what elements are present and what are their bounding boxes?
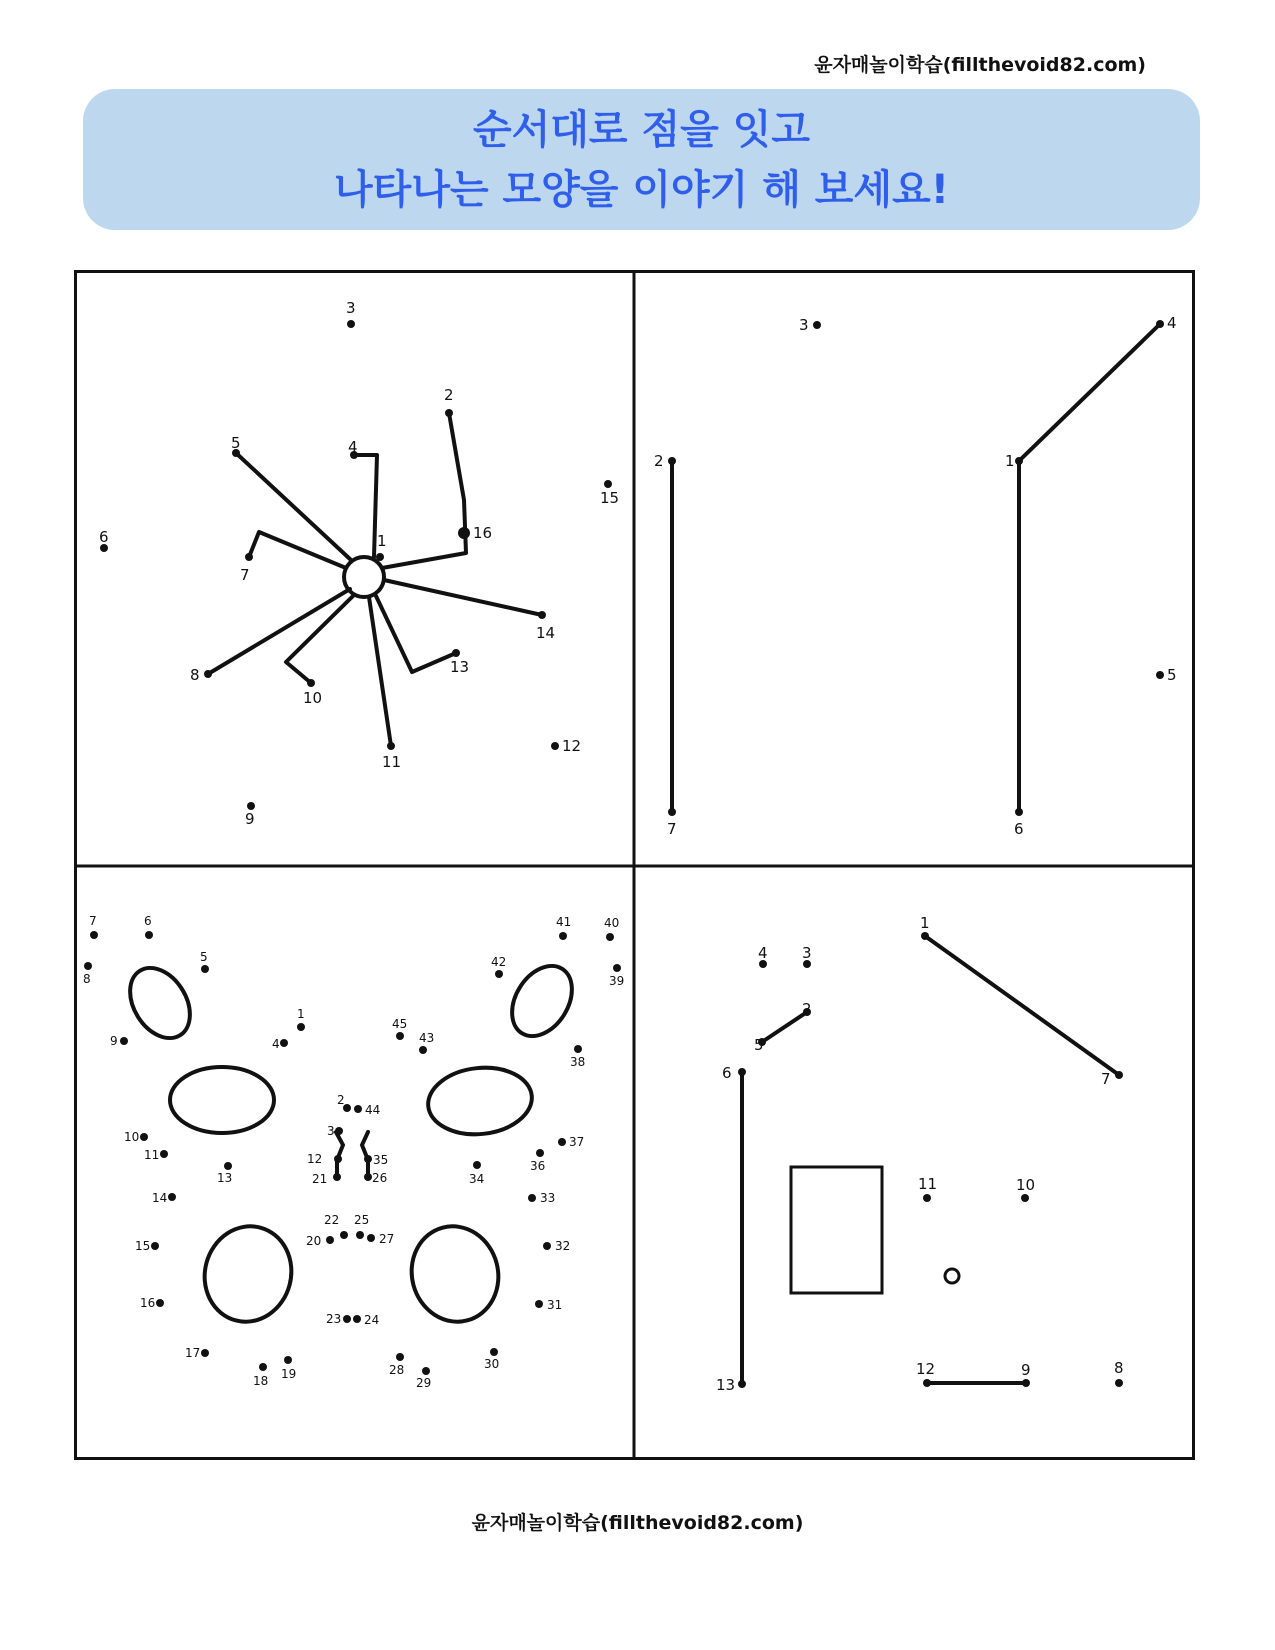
- spider-labels: [99, 299, 619, 828]
- dot: [738, 1380, 746, 1388]
- dot-label: 3: [327, 1124, 335, 1138]
- spider-leg: [382, 413, 466, 568]
- dot: [326, 1236, 334, 1244]
- dot-label: 26: [372, 1171, 388, 1185]
- dot-label: 3: [802, 944, 812, 962]
- dot-label: 35: [373, 1153, 389, 1167]
- dot: [668, 808, 676, 816]
- dot-label: 5: [1167, 666, 1177, 684]
- dot-label: 4: [758, 944, 768, 962]
- wing-spot: [118, 957, 202, 1049]
- dot: [247, 802, 255, 810]
- dot: [738, 1068, 746, 1076]
- dot: [1156, 320, 1164, 328]
- dot-label: 8: [83, 972, 91, 986]
- house-frame-labels: [654, 314, 1177, 838]
- puzzle-butterfly: [118, 955, 584, 1331]
- dot-label: 6: [144, 914, 152, 928]
- dot: [364, 1155, 372, 1163]
- dot: [495, 970, 503, 978]
- dot-label: 31: [547, 1298, 563, 1312]
- dot: [259, 1363, 267, 1371]
- dot-label: 25: [354, 1213, 370, 1227]
- dot: [559, 932, 567, 940]
- dot: [387, 742, 395, 750]
- dot: [335, 1127, 343, 1135]
- dot-label: 43: [419, 1031, 435, 1045]
- dot-label: 5: [231, 434, 241, 452]
- dot: [280, 1039, 288, 1047]
- dot-label: 2: [444, 386, 454, 404]
- dot: [923, 1379, 931, 1387]
- house-dots: [738, 932, 1123, 1388]
- dot-label: 21: [312, 1172, 328, 1186]
- dot: [340, 1231, 348, 1239]
- dot: [168, 1193, 176, 1201]
- dot: [452, 649, 460, 657]
- dot: [1022, 1379, 1030, 1387]
- dot-label: 12: [307, 1152, 323, 1166]
- dot-label: 20: [306, 1234, 322, 1248]
- dot: [367, 1234, 375, 1242]
- dot: [84, 962, 92, 970]
- dot-label: 7: [240, 566, 250, 584]
- dot-label: 4: [348, 438, 358, 456]
- dot: [535, 1300, 543, 1308]
- dot-label: 7: [89, 914, 97, 928]
- spider-leg: [249, 532, 346, 568]
- dot: [201, 965, 209, 973]
- dot: [538, 611, 546, 619]
- spider-leg: [208, 589, 350, 674]
- dot-label: 16: [473, 524, 493, 542]
- antenna: [336, 1132, 343, 1177]
- frame-right-wall: [1019, 324, 1160, 812]
- dot: [156, 1299, 164, 1307]
- dot-label: 23: [326, 1312, 342, 1326]
- dot: [490, 1348, 498, 1356]
- dot: [419, 1046, 427, 1054]
- dot: [606, 933, 614, 941]
- dot: [458, 527, 470, 539]
- dot-label: 11: [382, 753, 402, 771]
- dot: [1156, 671, 1164, 679]
- dot-label: 36: [530, 1159, 546, 1173]
- puzzle-grid: [74, 270, 1195, 1460]
- dot: [923, 1194, 931, 1202]
- dot-label: 9: [245, 810, 255, 828]
- dot-label: 32: [555, 1239, 571, 1253]
- dot: [151, 1242, 159, 1250]
- wing-spot: [170, 1067, 274, 1133]
- dot-label: 3: [346, 299, 356, 317]
- dot-label: 37: [569, 1135, 585, 1149]
- dot-label: 1: [1005, 452, 1015, 470]
- dot: [536, 1149, 544, 1157]
- dot: [307, 679, 315, 687]
- dot: [343, 1315, 351, 1323]
- spider-leg: [354, 455, 377, 557]
- dot: [160, 1150, 168, 1158]
- dot-label: 11: [918, 1175, 938, 1193]
- dot: [1115, 1071, 1123, 1079]
- dot: [224, 1162, 232, 1170]
- dot-label: 34: [469, 1172, 485, 1186]
- dot: [551, 742, 559, 750]
- puzzle-house: [742, 936, 1119, 1384]
- spider-dots: [100, 320, 612, 810]
- dot: [201, 1349, 209, 1357]
- dot-label: 1: [377, 532, 387, 550]
- dot-label: 10: [1016, 1176, 1036, 1194]
- dot: [473, 1161, 481, 1169]
- dot: [422, 1367, 430, 1375]
- dot: [1015, 808, 1023, 816]
- brand-header: 윤자매놀이학습(fillthevoid82.com): [814, 54, 1146, 76]
- dot-label: 4: [1167, 314, 1177, 332]
- dot: [668, 457, 676, 465]
- dot-label: 14: [536, 624, 556, 642]
- dot: [284, 1356, 292, 1364]
- dot: [204, 670, 212, 678]
- dot: [613, 964, 621, 972]
- instruction-line-1: 순서대로 점을 잇고: [473, 106, 810, 153]
- puzzle-house-frame: [672, 324, 1160, 812]
- dot: [813, 321, 821, 329]
- dot: [356, 1231, 364, 1239]
- dot-label: 14: [152, 1191, 168, 1205]
- dot-label: 8: [190, 666, 200, 684]
- dot-label: 15: [135, 1239, 151, 1253]
- dot: [120, 1037, 128, 1045]
- spider-leg: [384, 580, 542, 615]
- dot-label: 12: [916, 1360, 936, 1378]
- dot: [558, 1138, 566, 1146]
- roof-line: [762, 1012, 807, 1042]
- dot-label: 4: [272, 1037, 280, 1051]
- dot-label: 29: [416, 1376, 432, 1390]
- dot: [145, 931, 153, 939]
- house-labels: [716, 914, 1124, 1394]
- dot-label: 10: [124, 1130, 140, 1144]
- dot-label: 41: [556, 915, 572, 929]
- dot: [334, 1155, 342, 1163]
- wing-spot: [194, 1217, 302, 1332]
- dot-label: 1: [920, 914, 930, 932]
- door: [791, 1167, 882, 1293]
- dot: [376, 553, 384, 561]
- dot-label: 5: [200, 950, 208, 964]
- dot-label: 22: [324, 1213, 340, 1227]
- spider-leg: [376, 596, 456, 672]
- dot: [364, 1173, 372, 1181]
- dot-label: 12: [562, 737, 582, 755]
- dot-label: 13: [716, 1376, 736, 1394]
- dot: [333, 1173, 341, 1181]
- dot: [1115, 1379, 1123, 1387]
- dot: [543, 1242, 551, 1250]
- dot-label: 7: [1101, 1070, 1111, 1088]
- dot: [574, 1045, 582, 1053]
- dot: [245, 553, 253, 561]
- dot-label: 44: [365, 1103, 381, 1117]
- dot-label: 9: [110, 1034, 118, 1048]
- dot-label: 7: [667, 820, 677, 838]
- dot-label: 15: [600, 489, 620, 507]
- dot-label: 42: [491, 955, 507, 969]
- dot-label: 24: [364, 1313, 380, 1327]
- dot: [445, 409, 453, 417]
- dot-label: 6: [722, 1064, 732, 1082]
- dot: [396, 1032, 404, 1040]
- dot: [347, 320, 355, 328]
- dot-label: 9: [1021, 1361, 1031, 1379]
- dot-label: 39: [609, 974, 625, 988]
- dot-label: 33: [540, 1191, 556, 1205]
- dot-label: 45: [392, 1017, 408, 1031]
- dot: [604, 480, 612, 488]
- instruction-banner: [83, 89, 1200, 230]
- wing-spot: [425, 1063, 535, 1140]
- doorknob: [945, 1269, 959, 1283]
- dot-label: 38: [570, 1055, 586, 1069]
- dot-label: 6: [99, 528, 109, 546]
- dot-label: 17: [185, 1346, 201, 1360]
- dot-label: 40: [604, 916, 620, 930]
- puzzle-spider: [208, 413, 542, 746]
- dot-label: 13: [217, 1171, 233, 1185]
- butterfly-dots: [84, 931, 621, 1375]
- dot-label: 28: [389, 1363, 405, 1377]
- roof-line: [925, 936, 1119, 1075]
- antenna: [362, 1132, 368, 1177]
- dot-label: 11: [144, 1148, 160, 1162]
- wing-spot: [500, 955, 584, 1047]
- dot-label: 1: [297, 1007, 305, 1021]
- wing-spot: [401, 1217, 509, 1332]
- dot: [140, 1133, 148, 1141]
- dot-label: 8: [1114, 1359, 1124, 1377]
- dot-label: 2: [802, 1000, 812, 1018]
- dot-label: 10: [303, 689, 323, 707]
- dot: [90, 931, 98, 939]
- dot-label: 30: [484, 1357, 500, 1371]
- dot-label: 3: [799, 316, 809, 334]
- dot-label: 19: [281, 1367, 297, 1381]
- dot: [1015, 457, 1023, 465]
- dot: [396, 1353, 404, 1361]
- dot-label: 2: [654, 452, 664, 470]
- dot: [1021, 1194, 1029, 1202]
- dot-label: 13: [450, 658, 470, 676]
- brand-footer: 윤자매놀이학습(fillthevoid82.com): [471, 1512, 804, 1534]
- dot: [297, 1023, 305, 1031]
- dot-label: 27: [379, 1232, 395, 1246]
- dot: [354, 1105, 362, 1113]
- instruction-line-2: 나타나는 모양을 이야기 해 보세요!: [334, 166, 949, 213]
- dot-label: 16: [140, 1296, 156, 1310]
- dot: [921, 932, 929, 940]
- dot-label: 18: [253, 1374, 269, 1388]
- dot: [353, 1315, 361, 1323]
- dot-label: 2: [337, 1093, 345, 1107]
- dot-label: 6: [1014, 820, 1024, 838]
- dot-label: 5: [754, 1036, 764, 1054]
- dot: [528, 1194, 536, 1202]
